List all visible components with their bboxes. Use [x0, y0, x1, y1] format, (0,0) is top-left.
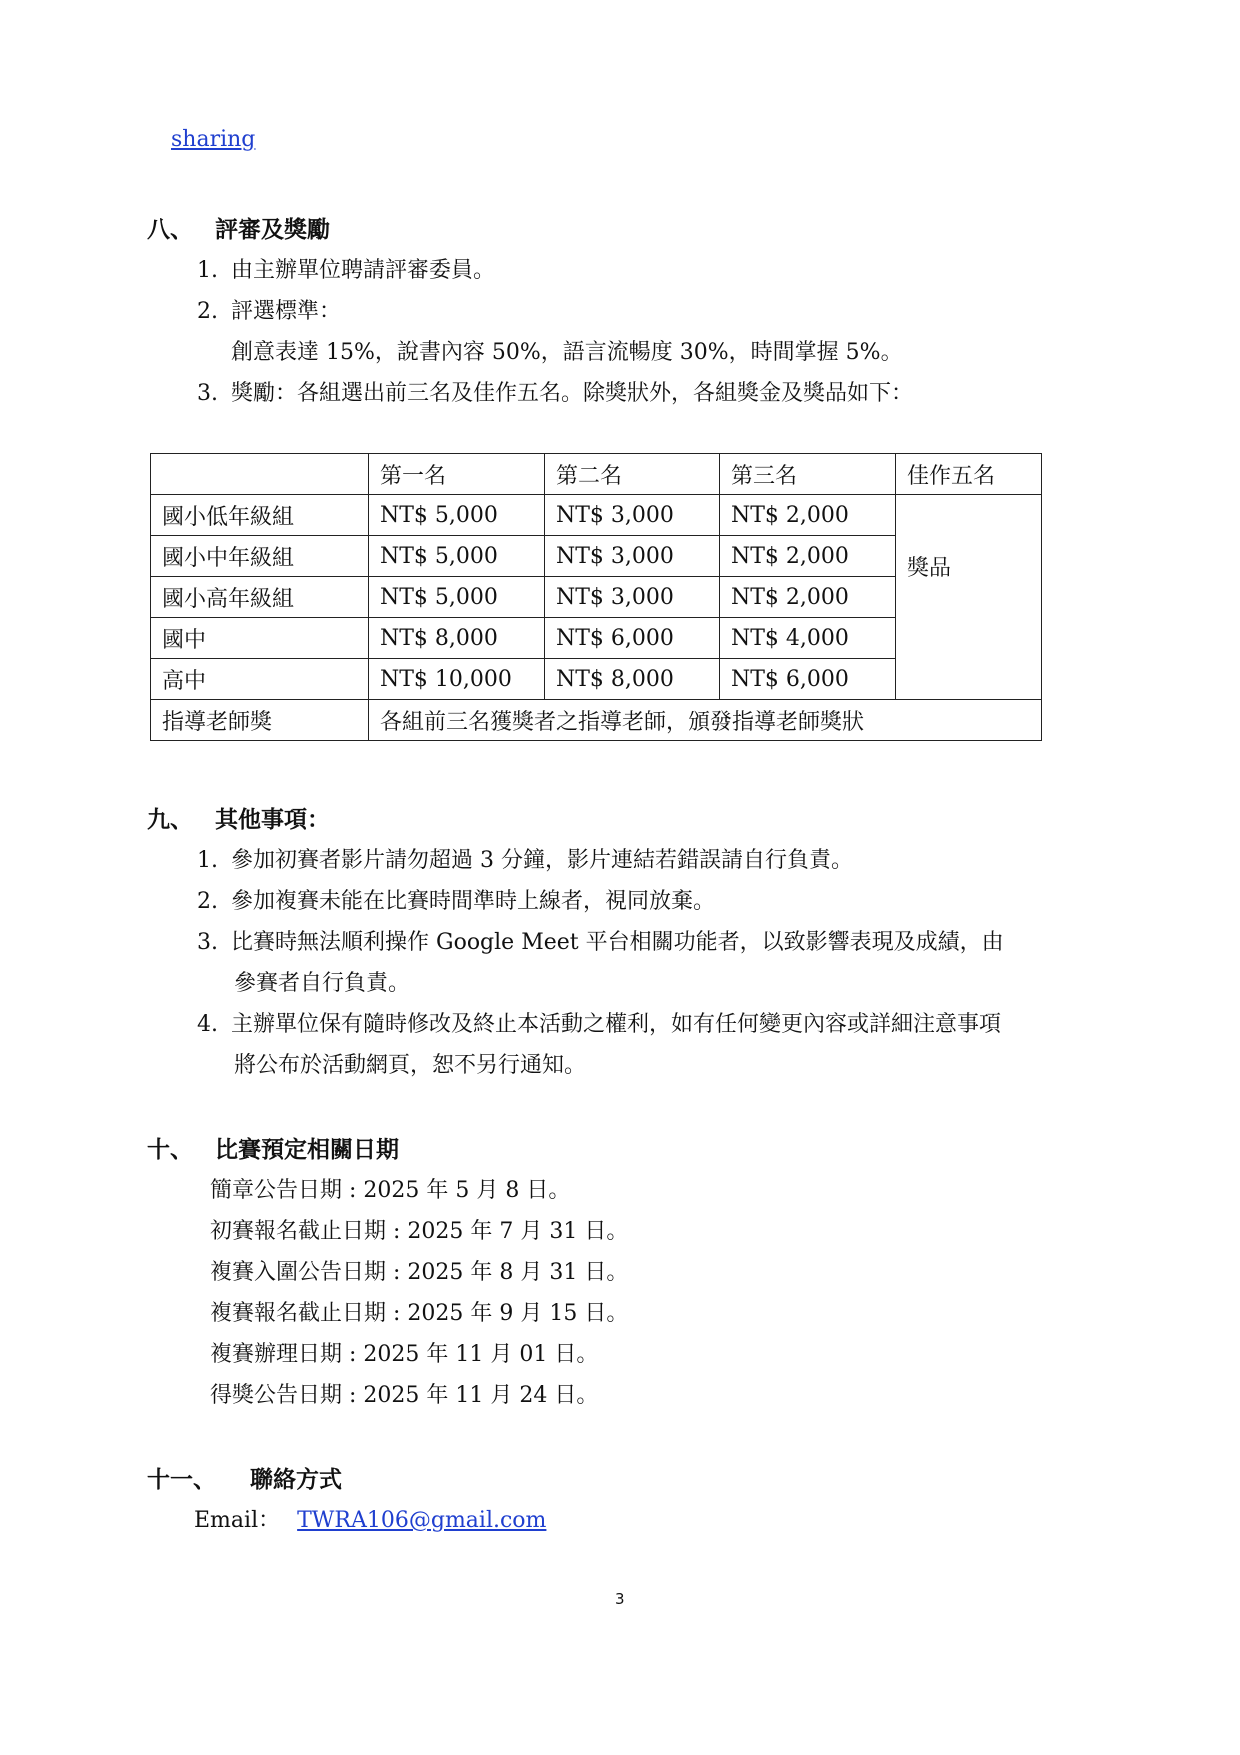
honorable-prize-cell: 獎品: [896, 495, 1042, 700]
group-cell: 國小中年級組: [151, 536, 369, 577]
section-9-title: 其他事項：: [215, 806, 331, 833]
first-prize-cell: NT$ 5,000: [369, 536, 545, 577]
group-cell: 國中: [151, 618, 369, 659]
email-link[interactable]: TWRA106@gmail.com: [297, 1508, 547, 1533]
third-prize-cell: NT$ 6,000: [720, 659, 896, 700]
section-8-number: 八、: [147, 216, 193, 243]
second-prize-cell: NT$ 3,000: [545, 495, 720, 536]
section-8-criteria: 創意表達 15%，說書內容 50%，語言流暢度 30%，時間掌握 5%。: [231, 340, 903, 365]
date-line-winners-announcement: 得獎公告日期 : 2025 年 11 月 24 日。: [210, 1383, 599, 1408]
section-9-item-3: 3. 比賽時無法順利操作 Google Meet 平台相關功能者，以致影響表現及成績，由: [197, 930, 1004, 955]
third-prize-cell: NT$ 2,000: [720, 495, 896, 536]
first-prize-cell: NT$ 10,000: [369, 659, 545, 700]
group-cell: 高中: [151, 659, 369, 700]
section-9-heading: [147, 801, 330, 834]
section-8-heading: [147, 211, 330, 244]
group-cell: 國小低年級組: [151, 495, 369, 536]
section-8-item-3: 3. 獎勵：各組選出前三名及佳作五名。除獎狀外，各組獎金及獎品如下：: [197, 381, 914, 406]
page-number: 3: [615, 1590, 625, 1608]
date-line-final-deadline: 複賽報名截止日期 : 2025 年 9 月 15 日。: [210, 1301, 629, 1326]
table-header-row: [151, 454, 1042, 495]
table-header-cell: 第二名: [545, 454, 720, 495]
date-line-final-event: 複賽辦理日期 : 2025 年 11 月 01 日。: [210, 1342, 599, 1367]
section-9-number: 九、: [147, 806, 193, 833]
table-header-cell: 第一名: [369, 454, 545, 495]
date-line-announcement: 簡章公告日期 : 2025 年 5 月 8 日。: [210, 1178, 571, 1203]
section-11-heading: [147, 1461, 342, 1494]
section-9-item-4-continuation: 將公布於活動網頁，恕不另行通知。: [234, 1053, 587, 1078]
first-prize-cell: NT$ 5,000: [369, 577, 545, 618]
section-9-item-3-continuation: 參賽者自行負責。: [234, 971, 411, 996]
second-prize-cell: NT$ 6,000: [545, 618, 720, 659]
first-prize-cell: NT$ 8,000: [369, 618, 545, 659]
section-9-item-4: 4. 主辦單位保有隨時修改及終止本活動之權利，如有任何變更內容或詳細注意事項: [197, 1012, 1002, 1037]
second-prize-cell: NT$ 3,000: [545, 536, 720, 577]
section-11-title: 聯絡方式: [250, 1466, 343, 1493]
third-prize-cell: NT$ 2,000: [720, 536, 896, 577]
table-header-cell: 第三名: [720, 454, 896, 495]
teacher-award-text: 各組前三名獲獎者之指導老師，頒發指導老師獎狀: [369, 700, 1042, 741]
group-cell: 國小高年級組: [151, 577, 369, 618]
third-prize-cell: NT$ 4,000: [720, 618, 896, 659]
sharing-link[interactable]: sharing: [171, 127, 256, 152]
second-prize-cell: NT$ 8,000: [545, 659, 720, 700]
section-10-title: 比賽預定相關日期: [215, 1136, 400, 1163]
teacher-award-label: 指導老師獎: [151, 700, 369, 741]
section-8-title: 評審及獎勵: [215, 216, 331, 243]
section-9-item-1: 1. 參加初賽者影片請勿超過 3 分鐘，影片連結若錯誤請自行負責。: [197, 848, 853, 873]
section-9-item-2: 2. 參加複賽未能在比賽時間準時上線者，視同放棄。: [197, 889, 716, 914]
section-10-number: 十、: [147, 1136, 193, 1163]
third-prize-cell: NT$ 2,000: [720, 577, 896, 618]
second-prize-cell: NT$ 3,000: [545, 577, 720, 618]
section-8-item-1: 1. 由主辦單位聘請評審委員。: [197, 258, 496, 283]
section-11-number: 十一、: [147, 1466, 216, 1493]
teacher-award-row: [151, 700, 1042, 741]
section-8-item-2: 2. 評選標準：: [197, 299, 342, 324]
email-label: Email：: [194, 1508, 281, 1533]
table-header-cell: 佳作五名: [896, 454, 1042, 495]
date-line-prelim-deadline: 初賽報名截止日期 : 2025 年 7 月 31 日。: [210, 1219, 629, 1244]
prize-table: [150, 453, 1042, 741]
table-row: [151, 495, 1042, 536]
table-header-cell: [151, 454, 369, 495]
contact-email-line: [194, 1503, 546, 1534]
date-line-finalist-announcement: 複賽入圍公告日期 : 2025 年 8 月 31 日。: [210, 1260, 629, 1285]
first-prize-cell: NT$ 5,000: [369, 495, 545, 536]
section-10-heading: [147, 1131, 399, 1164]
